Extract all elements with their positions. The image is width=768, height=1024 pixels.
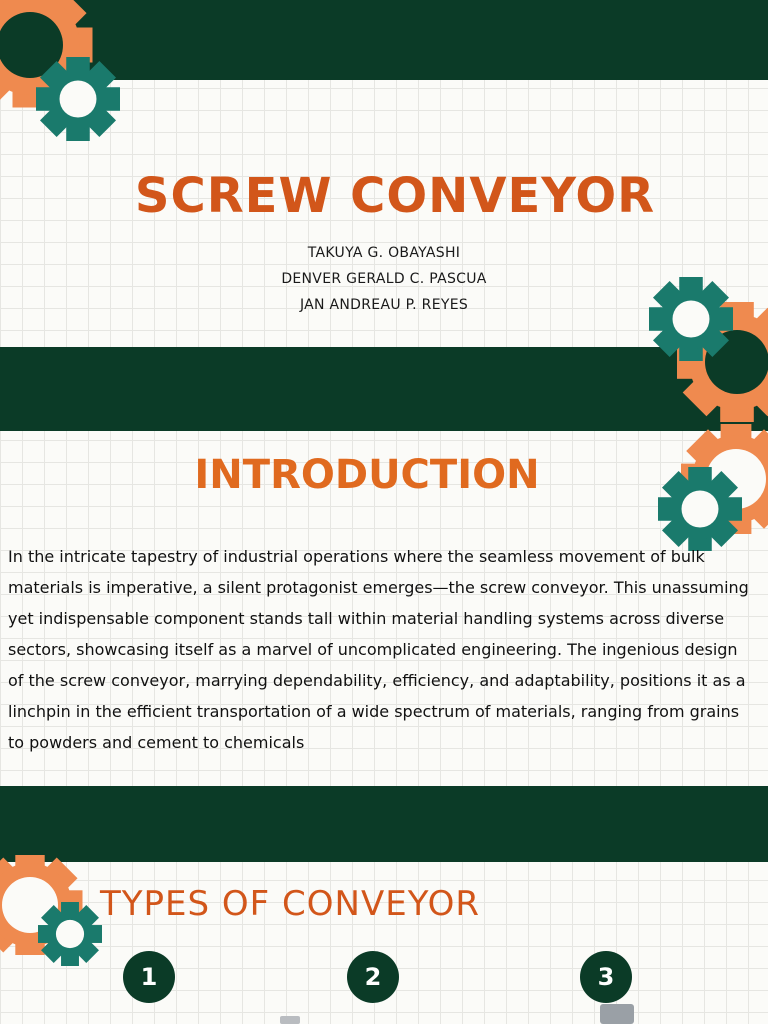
conveyor-image	[600, 1004, 634, 1024]
lower-band	[0, 786, 768, 862]
introduction-heading: INTRODUCTION	[194, 452, 540, 498]
conveyor-image	[280, 1016, 300, 1024]
page-title: SCREW CONVEYOR	[134, 168, 656, 224]
teal-gear-icon	[649, 277, 733, 361]
number-badge: 3	[580, 951, 632, 1003]
introduction-body: In the intricate tapestry of industrial operations where the seamless movement of bulk materials is imperative, a silent protagonist emerges—the screw conveyor. This unassuming yet indispensable component stands tall within material handling systems across diverse sectors, showcasing itself as a marvel of uncomplicated engineering. The ingenious design of the screw conveyor, marrying dependability, efficiency, and adaptability, positions it as a linchpin in the efficient transportation of a wide spectrum of materials, ranging from grains to powders and cement to chemicals	[8, 547, 749, 752]
number-badge: 2	[347, 951, 399, 1003]
number-badge: 1	[123, 951, 175, 1003]
teal-gear-icon	[38, 902, 102, 966]
author-name: TAKUYA G. OBAYASHI	[307, 245, 461, 261]
author-name: DENVER GERALD C. PASCUA	[281, 271, 487, 287]
teal-gear-icon	[36, 57, 120, 141]
author-name: JAN ANDREAU P. REYES	[299, 297, 469, 313]
types-heading: TYPES OF CONVEYOR	[100, 884, 481, 924]
